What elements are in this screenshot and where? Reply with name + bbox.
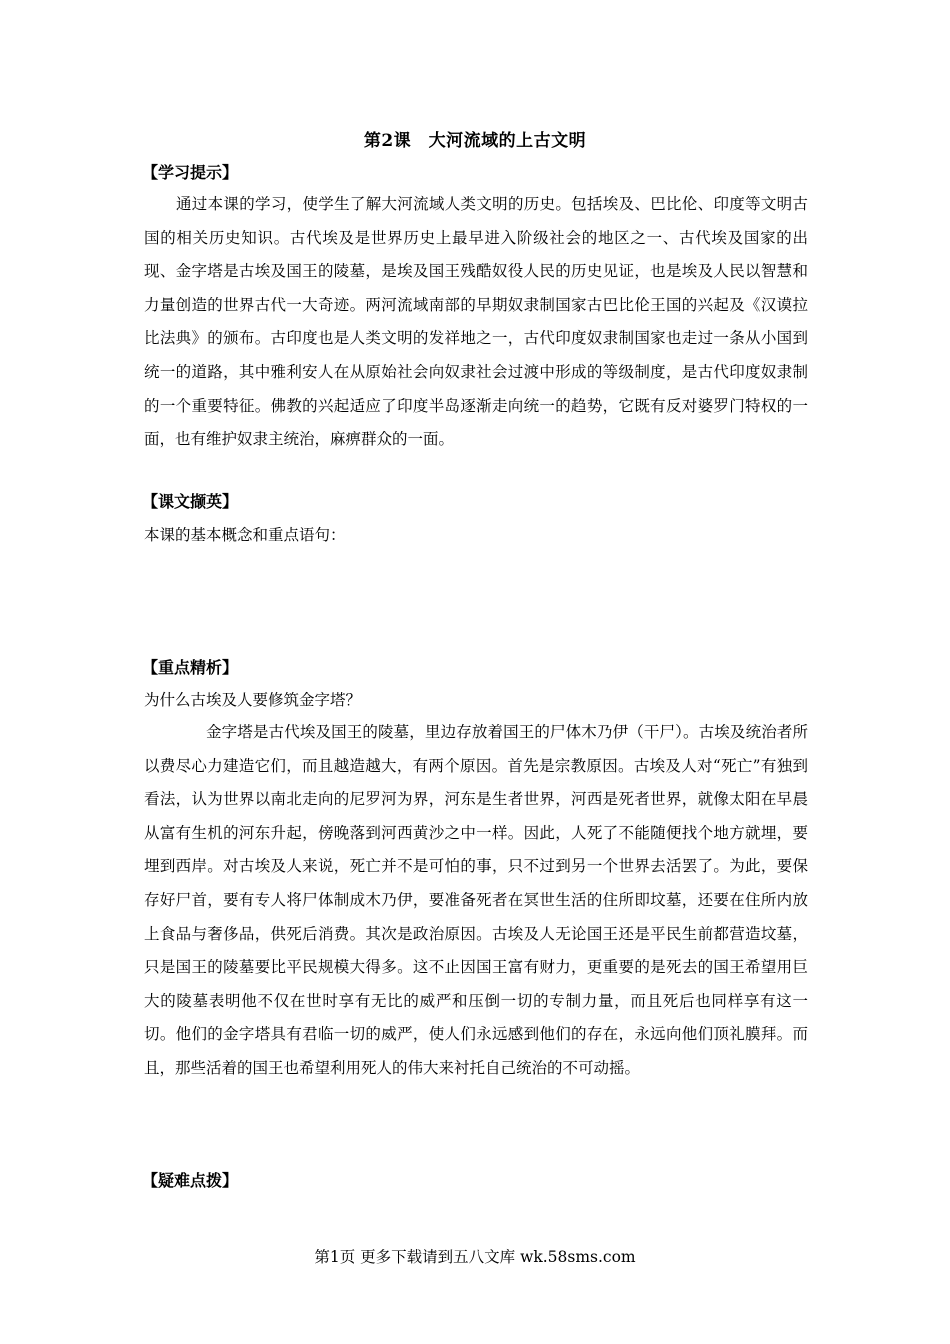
lesson-title: 第2课 大河流域的上古文明 bbox=[363, 131, 587, 151]
key-analysis-paragraph: 金字塔是古代埃及国王的陵墓，里边存放着国王的尸体木乃伊（干尸）。古埃及统治者所以费尽心力建造它们，而且越造越大，有两个原因。首先是宗教原因。古埃及人对“死亡”有独到看法，认为世界以南北走向的尼罗河为界，河东是生者世界，河西是死者世界，就像太阳在早晨从富有生机的河东升起，傍晚落到河西黄沙之中一样。因此，人死了不能随便找个地方就埋，要埋到西岸。对古埃及人来说，死亡并不是可怕的事，只不过到另一个世界去活罢了。为此，要保存好尸首，要有专人将尸体制成木乃伊，要准备死者在冥世生活的住所即坟墓，还要在住所内放上食品与奢侈品，供死后消费。其次是政治原因。古埃及人无论国王还是平民生前都营造坟墓，只是国王的陵墓要比平民规模大得多。这不止因国王富有财力，更重要的是死去的国王希望用巨大的陵墓表明他不仅在世时享有无比的威严和压倒一切的专制力量，而且死后也同样享有这一切。他们的金字塔具有君临一切的威严，使人们永远感到他们的存在，永远向他们顶礼膜拜。而且，那些活着的国王也希望利用死人的伟大来衬托自己统治的不可动摇。 bbox=[144, 723, 808, 1077]
key-analysis-question: 为什么古埃及人要修筑金字塔？ bbox=[144, 691, 362, 709]
heading-difficult-points: 【疑难点拨】 bbox=[142, 1171, 239, 1190]
heading-key-analysis: 【重点精析】 bbox=[142, 658, 239, 677]
page-footer: 第1页 更多下载请到五八文库 wk.58sms.com bbox=[314, 1248, 636, 1266]
heading-study-tips: 【学习提示】 bbox=[142, 163, 239, 182]
study-tips-paragraph: 通过本课的学习，使学生了解大河流域人类文明的历史。包括埃及、巴比伦、印度等文明古国的相关历史知识。古代埃及是世界历史上最早进入阶级社会的地区之一、古代埃及国家的出现、金字塔是古埃及国王的陵墓，是埃及国王残酷奴役人民的历史见证，也是埃及人民以智慧和力量创造的世界古代一大奇迹。两河流域南部的早期奴隶制国家古巴比伦王国的兴起及《汉谟拉比法典》的颁布。古印度也是人类文明的发祥地之一，古代印度奴隶制国家也走过一条从小国到统一的道路，其中雅利安人在从原始社会向奴隶社会过渡中形成的等级制度，是古代印度奴隶制的一个重要特征。佛教的兴起适应了印度半岛逐渐走向统一的趋势，它既有反对婆罗门特权的一面，也有维护奴隶主统治，麻痹群众的一面。 bbox=[144, 195, 808, 449]
heading-text-excerpts: 【课文撷英】 bbox=[142, 492, 239, 511]
text-excerpts-intro: 本课的基本概念和重点语句： bbox=[144, 526, 346, 544]
